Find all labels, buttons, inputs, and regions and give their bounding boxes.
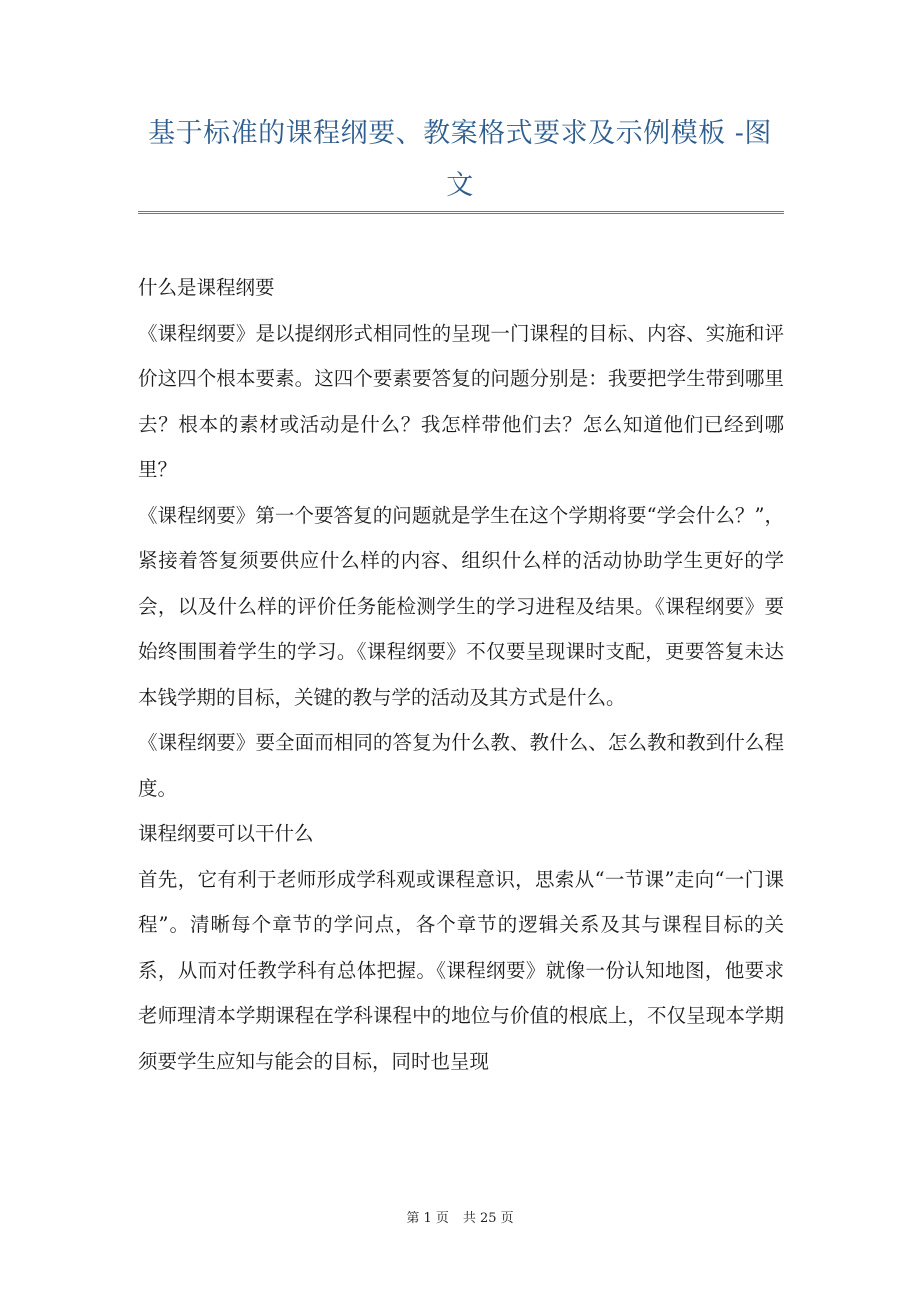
- page-footer: [0, 1207, 920, 1226]
- total-pages: 共 25 页: [462, 1211, 514, 1226]
- paragraph-first-question: 《课程纲要》第一个要答复的问题就是学生在这个学期将要“学会什么？”，紧接着答复须要供应什么样的内容、组织什么样的活动协助学生更好的学会，以及什么样的评价任务能检测学生的学习进程及结果。《课程纲要》要始终围围着学生的学习。《课程纲要》不仅要呈现课时支配，更要答复未达本钱学期的目标，关键的教与学的活动及其方式是什么。: [138, 503, 784, 709]
- heading-what-syllabus-can-do: 课程纲要可以干什么: [138, 822, 314, 845]
- paragraph-comprehensive-answer: 《课程纲要》要全面而相同的答复为什么教、教什么、怎么教和教到什么程度。: [138, 731, 784, 800]
- page-number: 第 1 页: [406, 1211, 449, 1226]
- document-body: [138, 265, 784, 1084]
- paragraph-first-benefit: 首先，它有利于老师形成学科观或课程意识，思索从“一节课”走向“一门课程”。清晰每个章节的学问点，各个章节的逻辑关系及其与课程目标的关系，从而对任教学科有总体把握。《课程纲要》就像一份认知地图，他要求老师理清本学期课程在学科课程中的地位与价值的根底上，不仅呈现本学期须要学生应知与能会的目标，同时也呈现: [138, 867, 784, 1073]
- document-title: 基于标准的课程纲要、教案格式要求及示例模板 -图文: [148, 118, 772, 201]
- paragraph-definition: 《课程纲要》是以提纲形式相同性的呈现一门课程的目标、内容、实施和评价这四个根本要素。这四个要素要答复的问题分别是：我要把学生带到哪里去？根本的素材或活动是什么？我怎样带他们去？怎么知道他们已经到哪里？: [138, 321, 784, 481]
- title-divider: [138, 211, 784, 214]
- heading-what-is-syllabus: 什么是课程纲要: [138, 276, 275, 299]
